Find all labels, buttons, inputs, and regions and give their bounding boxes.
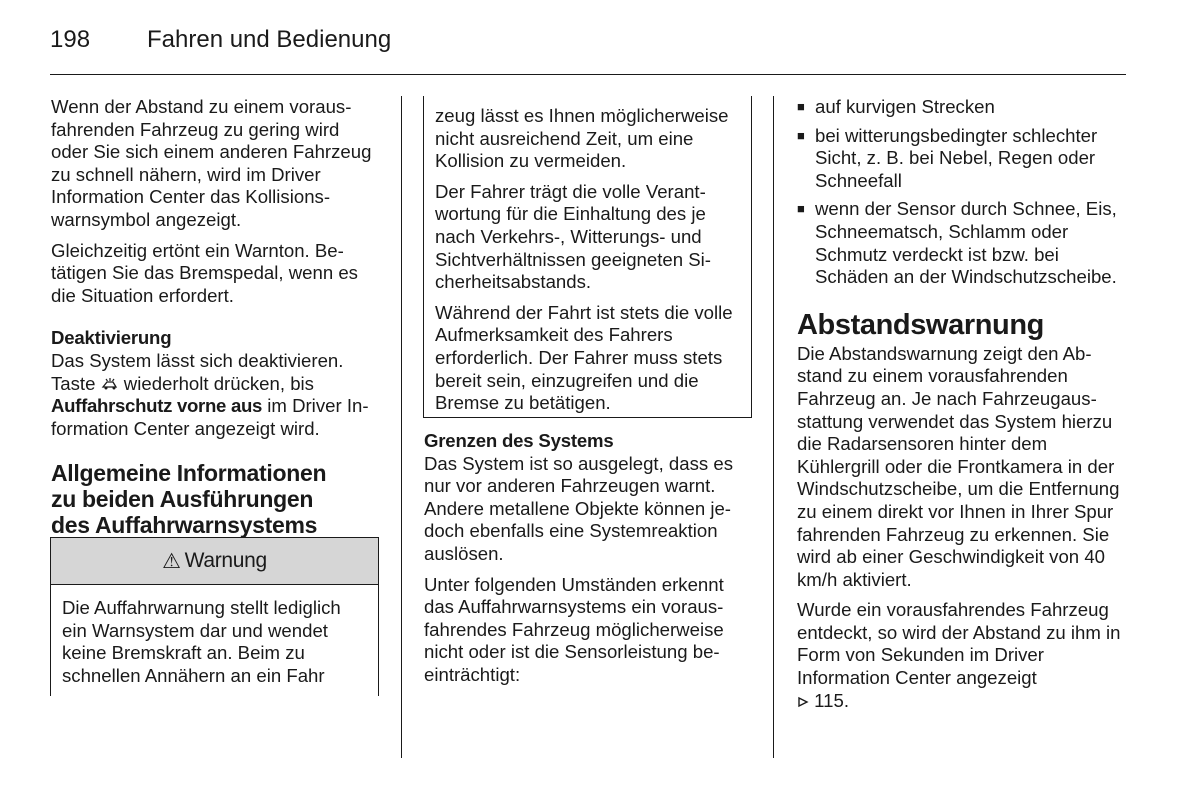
column-3: [797, 96, 1129, 712]
deactivation-text: [51, 350, 381, 440]
header-rule: [50, 74, 1126, 75]
warning-triangle-icon: ⚠: [162, 549, 181, 573]
collision-alert-button-icon: [101, 377, 119, 391]
system-limits-paragraph-1: Das System ist so ausgelegt, dass es nur vor anderen Fahrzeugen warnt. Andere metallene Objekte können jedoch ebenfalls eine Systemreaktion auslösen.: [424, 452, 734, 564]
deactivation-bold-text: Auffahrschutz vorne aus: [51, 395, 263, 417]
deactivation-text-2b: wiederholt drücken, bis: [123, 372, 314, 394]
page-reference-icon: [797, 695, 809, 709]
column-2-lower: [424, 430, 754, 687]
bullet-square-icon: ■: [797, 127, 805, 143]
deactivation-text-2a: Taste: [51, 372, 96, 394]
warning-tone-paragraph: Gleichzeitig ertönt ein Warnton. Betätigen Sie das Bremspedal, wenn es die Situation erfordert.: [51, 239, 358, 306]
distance-warning-paragraph-2: [797, 599, 1129, 712]
bullet-square-icon: ■: [797, 201, 805, 217]
distance-warning-paragraph-2-text: Wurde ein vorausfahrendes Fahrzeug entdeckt, so wird der Abstand zu ihm in Form von Sekunden im Driver Information Center angezeigt: [797, 599, 1121, 689]
system-limits-heading: Grenzen des Systems: [424, 430, 614, 451]
deactivation-heading: Deaktivierung: [51, 327, 172, 349]
page-number: 198: [50, 26, 91, 53]
page-reference: 115.: [814, 689, 849, 711]
distance-warning-paragraph-1: Die Abstandswarnung zeigt den Abstand zu einem vorausfahrenden Fahrzeug an. Je nach Fahrzeugausstattung verwendet das System hierzu die Radarsensoren hinter dem Kühlergrill oder die Frontkamera in der Windschutzscheibe, um die Entfernung zu einem direkt vor Ihnen in Ihrer Spur fahrenden Fahrzeug zu erkennen. Sie wird ab einer Geschwindigkeit von 40 km/h aktiviert.: [797, 342, 1120, 590]
distance-warning-heading: Abstandswarnung: [797, 308, 1044, 341]
list-item: [797, 96, 1129, 119]
bullet-square-icon: ■: [797, 99, 805, 114]
deactivation-text-2c: im Driver Information Center angezeigt wird.: [51, 395, 369, 439]
warning-box-continued-text-1: zeug lässt es Ihnen möglicherweise nicht ausreichend Zeit, um eine Kollision zu vermeiden.: [435, 105, 729, 172]
warning-box-continued-text-3: Während der Fahrt ist stets die volle Aufmerksamkeit des Fahrers erforderlich. Der Fahrer muss stets bereit sein, einzugreifen und die Bremse zu betätigen.: [435, 301, 733, 414]
warning-box: [50, 537, 379, 696]
general-info-heading: Allgemeine Informationen zu beiden Ausführungen des Auffahrwarnsystems: [51, 460, 327, 539]
column-divider-2: [773, 96, 774, 758]
warning-box-title: Warnung: [184, 549, 267, 572]
column-divider-1: [401, 96, 402, 758]
system-limits-paragraph-2: Unter folgenden Umständen erkennt das Auffahrwarnsystems ein vorausfahrendes Fahrzeug möglicherweise nicht oder ist die Sensorleistung beeinträchtigt:: [424, 573, 724, 685]
list-item: [797, 198, 1129, 288]
column-1: [51, 96, 381, 538]
list-item-text: wenn der Sensor durch Schnee, Eis, Schneematsch, Schlamm oder Schmutz verdeckt ist bzw. bei Schäden an der Windschutzscheibe.: [815, 198, 1117, 288]
list-item-text: bei witterungsbedingter schlechter Sicht, z. B. bei Nebel, Regen oder Schneefall: [815, 124, 1098, 191]
warning-box-text: Die Auffahrwarnung stellt lediglich ein Warnsystem dar und wendet keine Bremskraft an. Beim zu schnellen Annähern an ein Fahr: [62, 597, 341, 686]
chapter-title: Fahren und Bedienung: [147, 26, 392, 53]
deactivation-text-1: Das System lässt sich deaktivieren.: [51, 349, 344, 371]
intro-paragraph: Wenn der Abstand zu einem vorausfahrenden Fahrzeug zu gering wird oder Sie sich einem anderen Fahrzeug zu schnell nähern, wird im Driver Information Center das Kollisionswarnsymbol angezeigt.: [51, 96, 372, 230]
warning-box-continued-text-2: Der Fahrer trägt die volle Verantwortung für die Einhaltung des je nach Verkehrs-, Witterungs- und Sichtverhältnissen geeigneten Sicherheitsabstands.: [435, 180, 711, 293]
list-item: [797, 125, 1129, 193]
list-item-text: auf kurvigen Strecken: [815, 96, 995, 117]
warning-box-header: [51, 538, 378, 585]
warning-box-continued: [423, 96, 752, 418]
